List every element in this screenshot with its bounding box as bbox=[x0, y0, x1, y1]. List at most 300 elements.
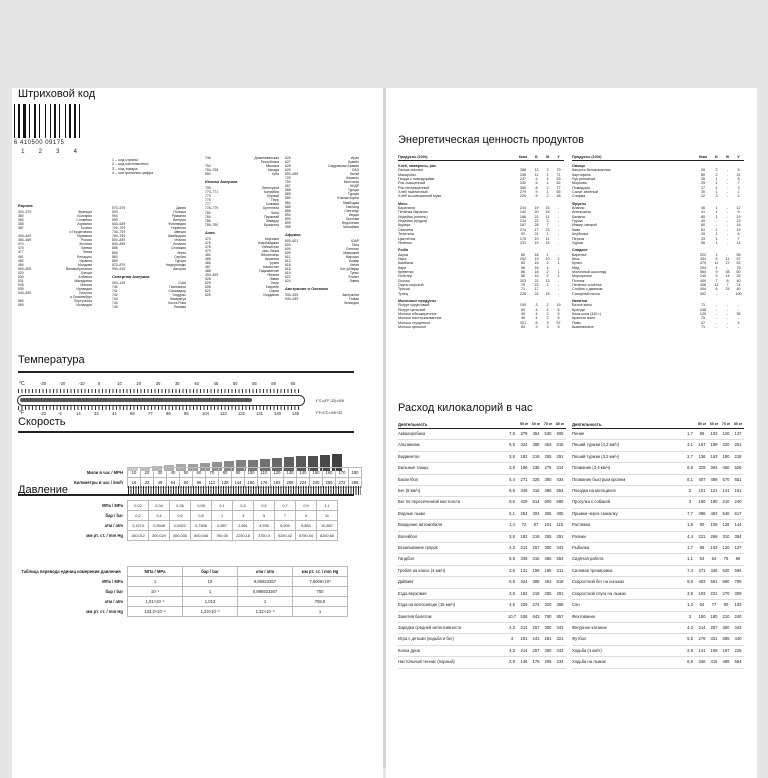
product-value: - bbox=[726, 194, 729, 199]
cell: 0,3 bbox=[233, 501, 254, 511]
country-name: Дания bbox=[176, 206, 186, 210]
product-name: Акула bbox=[398, 252, 409, 257]
product-name: Инжир свежий bbox=[572, 223, 597, 228]
kcal-value: 101 bbox=[698, 488, 706, 494]
country-name: Россия bbox=[80, 238, 92, 243]
product-name: Лобстер bbox=[398, 274, 413, 279]
celsius-value: 35 bbox=[174, 381, 180, 386]
country-name: Колумбия bbox=[263, 190, 279, 195]
product-value: - bbox=[726, 185, 729, 190]
country-code: 490–499 bbox=[205, 273, 219, 278]
country-name: Румыния bbox=[171, 214, 186, 219]
activity-name: Бадминтон bbox=[398, 453, 420, 459]
country-code: 890 bbox=[285, 212, 291, 217]
product-name: Телятина bbox=[398, 232, 414, 237]
kcal-value: 606 bbox=[556, 431, 564, 436]
product-name: Курица bbox=[398, 223, 411, 228]
cell: 208 bbox=[284, 478, 297, 488]
energy-header-col: Ккал bbox=[518, 155, 528, 159]
product-value: 2 bbox=[546, 185, 549, 190]
product-value: 134 bbox=[519, 219, 527, 224]
kcal-value: 485 bbox=[544, 556, 552, 562]
product-value: 38 bbox=[725, 269, 730, 274]
celsius-value: -20 bbox=[59, 381, 66, 386]
kcal-row bbox=[398, 429, 566, 440]
region-heading: Европа bbox=[18, 203, 33, 208]
cell: 0,1 bbox=[212, 501, 233, 511]
country-code: 609 bbox=[285, 250, 291, 255]
fahrenheit-value: 104 bbox=[202, 411, 209, 416]
kcal-value: 271 bbox=[520, 476, 528, 482]
product-name: Пиво bbox=[572, 320, 581, 325]
kcal-value: 355 bbox=[544, 510, 552, 516]
cell: 1 bbox=[212, 511, 233, 521]
product-value: 47 bbox=[700, 320, 706, 325]
kcal-value: 416 bbox=[532, 488, 540, 494]
country-name: Аргентина bbox=[262, 206, 279, 211]
product-value: 5 bbox=[546, 219, 549, 224]
country-code: 380 bbox=[18, 214, 24, 219]
kcal-value: 463 bbox=[710, 510, 718, 516]
kcal-value: 291 bbox=[556, 590, 564, 596]
kcal-value: 189 bbox=[710, 442, 718, 448]
cell: 110 bbox=[258, 468, 271, 478]
activity-name: Прыжки через скакалку bbox=[572, 510, 618, 516]
product-value: 8 bbox=[737, 177, 740, 182]
country-name: Чехия bbox=[176, 250, 186, 255]
kcal-value: 86 bbox=[699, 545, 705, 551]
activity-name: Зарядка средней интенсивности bbox=[398, 624, 462, 630]
country-name: Таджикистан bbox=[258, 269, 279, 274]
product-value: 564 bbox=[699, 269, 707, 274]
product-name: Ягнёнок bbox=[398, 240, 412, 245]
country-code: 385 bbox=[18, 222, 24, 227]
kcal-value: 554 bbox=[556, 488, 564, 494]
barcode-part-numbers bbox=[14, 149, 84, 155]
energy-category: Напитки bbox=[572, 298, 588, 303]
product-value: 203 bbox=[519, 278, 527, 283]
kcal-value: 326 bbox=[532, 476, 540, 482]
energy-header-name: Продукты (100г) bbox=[398, 155, 428, 159]
country-name: Канада bbox=[267, 168, 279, 173]
cell: 0,08 bbox=[191, 501, 212, 511]
cell: 160 bbox=[323, 468, 336, 478]
country-name: Литва bbox=[82, 250, 92, 255]
product-value: 9 bbox=[737, 210, 740, 215]
country-code: 569 bbox=[18, 303, 24, 308]
product-value: 28 bbox=[700, 168, 706, 173]
kcal-row bbox=[572, 634, 744, 645]
product-value: - bbox=[557, 210, 560, 215]
product-value: 7 bbox=[546, 223, 549, 228]
kcal-value: 386 bbox=[698, 510, 706, 516]
country-code: 884 bbox=[285, 200, 291, 205]
legend-line: 4 – контрольная цифра bbox=[112, 171, 154, 176]
barcode-part-3: 3 bbox=[56, 149, 60, 155]
cell: 4,935 bbox=[254, 521, 275, 531]
country-code: 746 bbox=[205, 156, 211, 160]
barcode-image bbox=[14, 104, 84, 138]
country-code: 529 bbox=[205, 281, 211, 286]
country-name: Грузия bbox=[268, 260, 279, 265]
country-code: 955 bbox=[285, 224, 291, 229]
cell: 6,909 bbox=[275, 521, 296, 531]
country-code: 700–709 bbox=[112, 226, 126, 231]
barcode-part-4: 4 bbox=[73, 149, 77, 155]
kcal-weight: 80 кг bbox=[733, 422, 743, 426]
product-value: 19 bbox=[534, 240, 539, 245]
country-name: Ливия bbox=[349, 279, 359, 284]
product-value: - bbox=[726, 316, 729, 321]
energy-header-col: Б bbox=[535, 155, 538, 159]
product-name: Печенье слоёное bbox=[572, 282, 602, 287]
country-name: и Люксембург bbox=[70, 294, 92, 299]
product-value: 17 bbox=[700, 185, 706, 190]
kcal-value: 221 bbox=[698, 533, 706, 539]
country-name: ЮАР bbox=[351, 238, 359, 243]
product-name: Индейка (грудка) bbox=[398, 219, 428, 224]
country-code: 625 bbox=[205, 293, 211, 298]
product-value: 11 bbox=[725, 256, 730, 261]
product-value: 336 bbox=[519, 172, 527, 177]
product-value: 12 bbox=[736, 206, 741, 211]
country-code: 858 bbox=[112, 246, 118, 251]
kcal-value: 2,9 bbox=[509, 659, 515, 665]
speed-rule bbox=[18, 431, 354, 433]
product-value: - bbox=[726, 325, 729, 330]
activity-name: Вскапывание грядок bbox=[398, 545, 438, 551]
fahrenheit-value: 149 bbox=[292, 411, 299, 416]
product-value: 15 bbox=[534, 282, 539, 287]
product-value: 30 bbox=[700, 190, 706, 195]
cell: 0,5922 bbox=[170, 521, 191, 531]
product-value: - bbox=[557, 282, 560, 287]
country-name: Казахстан bbox=[263, 265, 279, 270]
product-value: 35 bbox=[700, 177, 706, 182]
product-value: - bbox=[557, 219, 560, 224]
cell: 10,857 bbox=[317, 521, 338, 531]
kcal-value: 120 bbox=[722, 545, 730, 551]
kcal-value: 103 bbox=[734, 602, 742, 608]
cell: 20 bbox=[141, 468, 154, 478]
product-value: - bbox=[557, 206, 560, 211]
product-value: 71 bbox=[556, 172, 561, 177]
barcode-bar bbox=[23, 104, 26, 138]
energy-row bbox=[572, 194, 744, 198]
product-value: 7 bbox=[715, 278, 718, 283]
product-value: 49 bbox=[520, 312, 526, 316]
country-code-row bbox=[285, 301, 359, 305]
product-value: 226 bbox=[519, 291, 527, 296]
kcal-value: 8,1 bbox=[687, 476, 693, 482]
product-value: 17 bbox=[534, 227, 539, 232]
product-value: - bbox=[715, 312, 718, 316]
product-value: - bbox=[726, 181, 729, 186]
product-value: 1 bbox=[715, 185, 718, 190]
country-name: Португалия bbox=[73, 299, 92, 304]
kcal-value: 300 bbox=[722, 624, 730, 630]
product-name: Пицца с помидорами bbox=[398, 177, 435, 182]
country-name: Ирландия bbox=[76, 286, 92, 291]
country-code: 859 bbox=[112, 250, 118, 255]
kcal-value: 600 bbox=[544, 499, 552, 505]
kcal-value: 251 bbox=[734, 442, 742, 448]
product-value: 2 bbox=[546, 282, 549, 287]
kcal-value: 385 bbox=[722, 636, 730, 642]
country-name: Турция bbox=[174, 258, 186, 263]
activity-name: Гребля на каноэ (4 км/ч) bbox=[398, 567, 446, 573]
barcode-title: Штриховой код bbox=[18, 88, 96, 100]
kcal-weight: 50 кг bbox=[697, 422, 707, 426]
product-name: Индейка (голень) bbox=[398, 214, 428, 219]
celsius-label: °C bbox=[19, 381, 25, 387]
product-value: 1 bbox=[546, 181, 549, 186]
kcal-value: 346 bbox=[520, 556, 528, 562]
kcal-value: 236 bbox=[532, 465, 540, 471]
kcal-row bbox=[572, 509, 744, 520]
product-value: 52 bbox=[736, 261, 741, 266]
activity-name: Ходьба (4 км/ч) bbox=[572, 647, 602, 653]
product-value: 25 bbox=[534, 223, 539, 228]
product-value: 75 bbox=[700, 316, 706, 321]
cell: 1 bbox=[293, 607, 348, 617]
country-name: Сирия bbox=[269, 289, 279, 294]
product-value: 82 bbox=[556, 181, 561, 186]
kcal-value: 219 bbox=[532, 453, 540, 459]
kcal-row bbox=[398, 612, 566, 623]
cell: 288 bbox=[349, 478, 362, 488]
activity-name: Пеший туризм (4,2 км/ч) bbox=[572, 442, 620, 448]
kcal-table-right bbox=[572, 422, 744, 669]
kcal-value: 3,6 bbox=[509, 590, 515, 596]
country-name: Швейцария bbox=[167, 234, 186, 239]
kcal-value: 10,7 bbox=[507, 613, 517, 619]
barcode-bar bbox=[67, 104, 68, 138]
product-value: - bbox=[726, 177, 729, 182]
product-value: 13 bbox=[736, 219, 741, 224]
kcal-value: 214 bbox=[698, 624, 706, 630]
product-name: Лук репчатый bbox=[572, 177, 596, 182]
product-value: 2 bbox=[546, 316, 549, 321]
product-value: 1 bbox=[546, 232, 549, 237]
kcal-value: 343 bbox=[556, 647, 564, 653]
activity-name: Настольный теннис (парный) bbox=[398, 659, 455, 665]
product-value: - bbox=[715, 223, 718, 228]
product-value: 16 bbox=[534, 274, 539, 279]
conversion-header: атм / atm bbox=[238, 567, 293, 577]
cell: 0,02 bbox=[128, 501, 149, 511]
product-name: Спаржа bbox=[572, 194, 586, 199]
product-value: 8 bbox=[535, 320, 538, 325]
barcode-bar bbox=[52, 104, 53, 138]
kcal-value: 231 bbox=[710, 590, 718, 596]
kcal-value: 346 bbox=[698, 659, 706, 665]
cell: 0,987 bbox=[212, 521, 233, 531]
kcal-value: 379 bbox=[520, 431, 528, 436]
product-value: 1 bbox=[715, 240, 718, 245]
product-value: 8 bbox=[726, 278, 729, 283]
country-code-row bbox=[205, 223, 279, 227]
pressure-row bbox=[18, 531, 338, 541]
country-code: 531 bbox=[18, 278, 24, 283]
kcal-row bbox=[398, 475, 566, 486]
kcal-value: 1,7 bbox=[687, 545, 693, 551]
product-value: 334 bbox=[699, 256, 707, 261]
kcal-row bbox=[398, 566, 566, 577]
energy-category: Сладкое bbox=[572, 248, 588, 253]
cell: 450,036 bbox=[170, 531, 191, 541]
product-value: 17 bbox=[534, 287, 539, 292]
kcal-value: 540 bbox=[722, 510, 730, 516]
kcal-row bbox=[398, 520, 566, 531]
kcal-value: 7,7 bbox=[687, 510, 693, 516]
kcal-value: 86 bbox=[699, 431, 705, 436]
cell: 0,06 bbox=[170, 501, 191, 511]
country-name: Гана bbox=[351, 242, 359, 247]
product-value: - bbox=[726, 214, 729, 219]
product-value: 7 bbox=[737, 236, 740, 241]
product-value: 86 bbox=[520, 269, 526, 274]
kcal-row bbox=[398, 600, 566, 611]
country-code: 885 bbox=[285, 204, 291, 209]
product-value: - bbox=[715, 325, 718, 330]
product-value: - bbox=[726, 210, 729, 215]
country-code: 383 bbox=[18, 218, 24, 223]
product-value: 8 bbox=[535, 185, 538, 190]
energy-category: Молочные продукты bbox=[398, 298, 437, 303]
kcal-value: 255 bbox=[544, 453, 552, 459]
country-name: Кувейт bbox=[348, 160, 359, 165]
activity-name: Рыбалка bbox=[572, 545, 590, 551]
kcal-value: 354 bbox=[734, 533, 742, 539]
product-value: 64 bbox=[520, 307, 526, 312]
country-name: США bbox=[178, 280, 186, 285]
country-code: 750 bbox=[285, 180, 291, 185]
kcal-value: 324 bbox=[520, 579, 528, 585]
country-code-row bbox=[205, 293, 279, 297]
kcal-value: 617 bbox=[734, 510, 742, 516]
product-value: 80 bbox=[700, 172, 706, 177]
kcal-value: 274 bbox=[532, 602, 540, 608]
product-value: 279 bbox=[519, 190, 527, 195]
kcal-row bbox=[398, 463, 566, 474]
country-code: 485 bbox=[205, 256, 211, 261]
kcal-value: 108 bbox=[710, 522, 718, 528]
kcal-value: 241 bbox=[532, 636, 540, 642]
kcal-value: 520 bbox=[722, 567, 730, 573]
kcal-value: 121 bbox=[710, 488, 718, 494]
product-value: 86 bbox=[520, 274, 526, 279]
product-value: 2 bbox=[546, 274, 549, 279]
activity-name: Пеший туризм (3,2 км/ч) bbox=[572, 453, 620, 459]
energy-category: Фрукты bbox=[572, 201, 587, 206]
country-code-row bbox=[112, 267, 186, 271]
cell: 1,33×10⁻³ bbox=[183, 607, 238, 617]
product-name: Морковь bbox=[572, 181, 587, 186]
country-name: Республика bbox=[260, 160, 279, 165]
energy-category: Мясо bbox=[398, 201, 408, 206]
cell: 112 bbox=[206, 478, 219, 488]
country-code: 760–769 bbox=[112, 234, 126, 239]
country-code: 528 bbox=[205, 277, 211, 282]
barcode-part-2: 2 bbox=[38, 149, 42, 155]
product-value: 16 bbox=[736, 223, 741, 228]
country-name: Турция bbox=[347, 192, 359, 197]
product-name: Пончик bbox=[572, 278, 585, 283]
country-name: Маврикий bbox=[343, 250, 359, 255]
kcal-value: 169 bbox=[710, 647, 718, 653]
kcal-value: 643 bbox=[532, 613, 540, 619]
activity-name: Скоростной спуск на лыжах bbox=[572, 590, 627, 596]
product-value: 16 bbox=[534, 265, 539, 270]
country-code: 604 bbox=[285, 246, 291, 251]
cell: 11 bbox=[317, 511, 338, 521]
kcal-value: 454 bbox=[532, 431, 540, 436]
country-code-row bbox=[285, 279, 359, 283]
product-value: 6 bbox=[737, 232, 740, 237]
barcode-bar bbox=[47, 104, 49, 138]
product-name: Варенье bbox=[572, 252, 587, 257]
product-value: 240 bbox=[699, 274, 707, 279]
product-value: - bbox=[557, 232, 560, 237]
kcal-value: 136 bbox=[698, 453, 706, 459]
product-name: Мороженое bbox=[572, 274, 592, 279]
product-value: 7 bbox=[737, 181, 740, 186]
country-code: 486 bbox=[205, 260, 211, 265]
kcal-value: 275 bbox=[544, 465, 552, 471]
kcal-value: 460 bbox=[722, 465, 730, 471]
product-name: Клубника bbox=[572, 232, 589, 237]
kcal-value: 270 bbox=[722, 590, 730, 596]
country-code: 743 bbox=[112, 296, 118, 301]
product-value: - bbox=[557, 240, 560, 245]
conversion-row bbox=[18, 607, 348, 617]
kcal-value: 518 bbox=[556, 442, 564, 448]
product-name: Молоко сгущенное bbox=[398, 320, 431, 325]
product-value: 29 bbox=[700, 181, 706, 186]
pressure-row bbox=[18, 501, 338, 511]
kcal-value: 2 bbox=[688, 488, 692, 494]
cell: 150 bbox=[310, 468, 323, 478]
product-value: 79 bbox=[556, 168, 561, 173]
cell: 0,2 bbox=[128, 511, 149, 521]
product-value: 129 bbox=[699, 312, 707, 316]
cell: 7 bbox=[275, 511, 296, 521]
celsius-value: -30 bbox=[40, 381, 47, 386]
conversion-row bbox=[18, 577, 348, 587]
country-name: Китай bbox=[349, 172, 359, 177]
conversion-caption: Таблица перевода единиц измерения давления bbox=[21, 569, 121, 574]
kcal-value: 485 bbox=[544, 488, 552, 494]
activity-name: Пение bbox=[572, 431, 585, 436]
country-code: 624 bbox=[285, 279, 291, 284]
kcal-value: 5,1 bbox=[509, 510, 515, 516]
product-value: - bbox=[726, 307, 729, 312]
country-code: 479 bbox=[205, 248, 211, 253]
country-code: 618 bbox=[285, 267, 291, 272]
product-value: 3 bbox=[737, 185, 740, 190]
product-value: 35 bbox=[736, 312, 741, 316]
product-value: 1 bbox=[715, 210, 718, 215]
barcode-bar bbox=[21, 104, 22, 138]
product-value: 46 bbox=[700, 206, 706, 211]
country-name: Египет bbox=[348, 275, 359, 280]
region-heading: Африка bbox=[285, 231, 301, 237]
country-code-row bbox=[285, 225, 359, 229]
cell: 0,9 bbox=[296, 501, 317, 511]
country-name: Панама bbox=[173, 305, 186, 310]
country-name: Ливан bbox=[269, 277, 279, 282]
